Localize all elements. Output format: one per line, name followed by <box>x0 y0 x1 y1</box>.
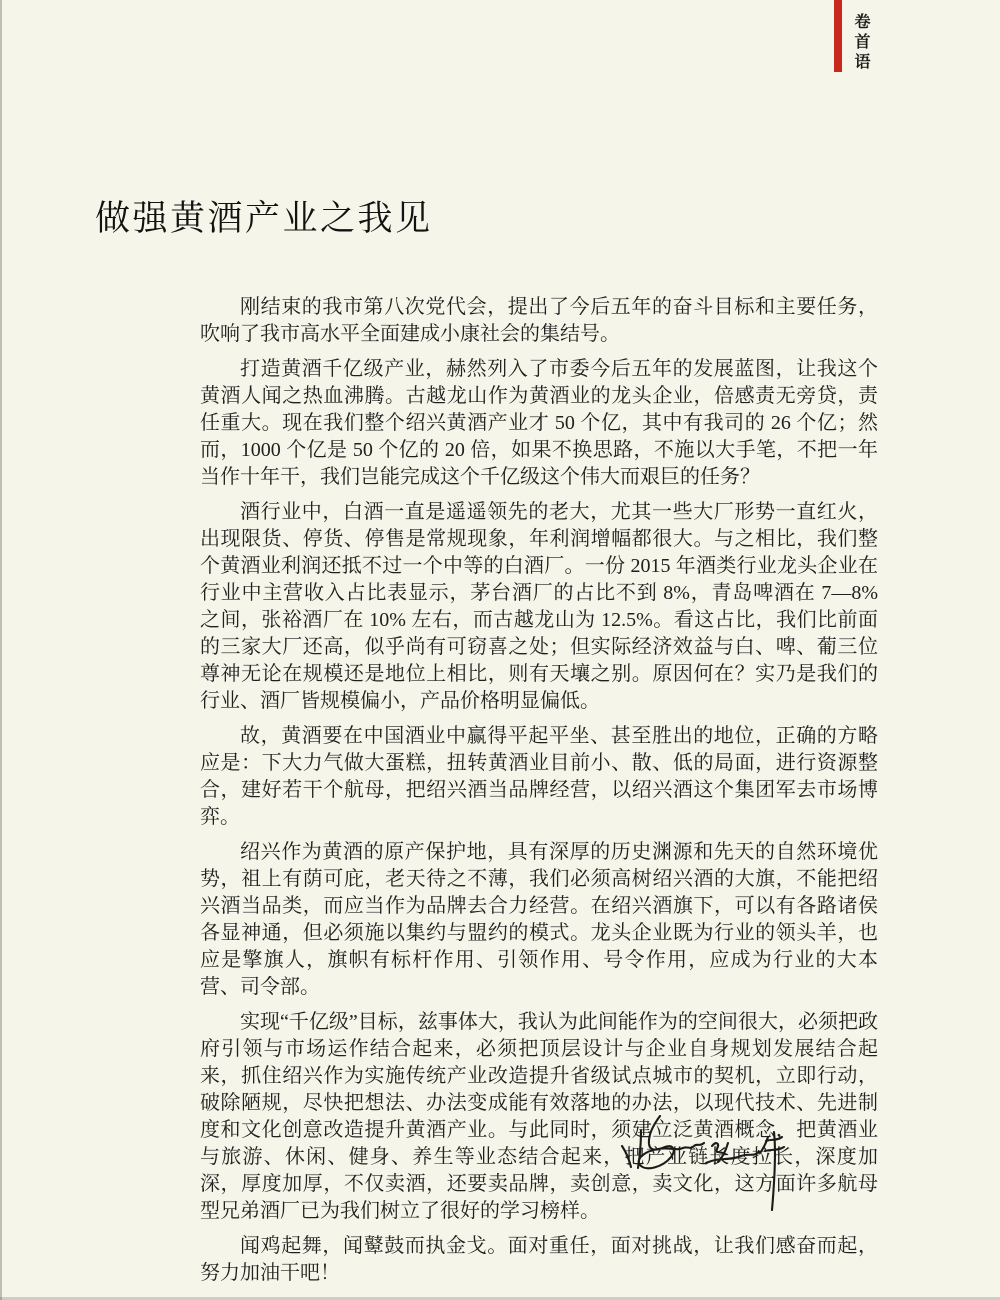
page-edge-left <box>0 0 2 1300</box>
handwritten-signature <box>608 1110 808 1225</box>
paragraph: 打造黄酒千亿级产业，赫然列入了市委今后五年的发展蓝图，让我这个黄酒人闻之热血沸腾。古越龙山作为黄酒业的龙头企业，倍感责无旁贷，责任重大。现在我们整个绍兴黄酒产业才 50 个亿，其中有我司的 26 个亿；然而，1000 个亿是 50 个亿的 20 倍，如果不换思路，不施以大手笔，不把一年当作十年干，我们岂能完成这个千亿级这个伟大而艰巨的任务？ <box>200 358 878 488</box>
paragraph: 绍兴作为黄酒的原产保护地，具有深厚的历史渊源和先天的自然环境优势，祖上有荫可庇，老天待之不薄，我们必须高树绍兴酒的大旗，不能把绍兴酒当品类，而应当作为品牌去合力经营。在绍兴酒旗下，可以有各路诸侯各显神通，但必须施以集约与盟约的模式。龙头企业既为行业的领头羊，也应是擎旗人，旗帜有标杆作用、引领作用、号令作用，应成为行业的大本营、司令部。 <box>200 841 878 998</box>
section-label: 卷首语 <box>852 13 869 73</box>
signature-strokes <box>608 1110 808 1225</box>
article-title: 做强黄酒产业之我见 <box>95 199 433 239</box>
paragraph: 闻鸡起舞，闻鼙鼓而执金戈。面对重任，面对挑战，让我们感奋而起，努力加油干吧！ <box>200 1235 878 1284</box>
paragraph: 故，黄酒要在中国酒业中赢得平起平坐、甚至胜出的地位，正确的方略应是：下大力气做大蛋糕，扭转黄酒业目前小、散、低的局面，进行资源整合，建好若干个航母，把绍兴酒当品牌经营，以绍兴酒这个集团军去市场博弈。 <box>200 725 878 828</box>
paragraph: 酒行业中，白酒一直是遥遥领先的老大，尤其一些大厂形势一直红火，出现限货、停货、停售是常规现象，年利润增幅都很大。与之相比，我们整个黄酒业利润还抵不过一个中等的白酒厂。一份 2015 年酒类行业龙头企业在行业中主营收入占比表显示，茅台酒厂的占比不到 8%，青岛啤酒在 7—8% 之间，张裕酒厂在 10% 左右，而古越龙山为 12.5%。看这占比，我们比前面的三家大厂还高，似乎尚有可窃喜之处；但实际经济效益与白、啤、葡三位尊神无论在规模还是地位上相比，则有天壤之别。原因何在？实乃是我们的行业、酒厂皆规模偏小，产品价格明显偏低。 <box>200 501 878 712</box>
section-corner-tag <box>834 0 894 90</box>
red-bar-decoration <box>834 0 842 72</box>
paragraph: 刚结束的我市第八次党代会，提出了今后五年的奋斗目标和主要任务，吹响了我市高水平全面建成小康社会的集结号。 <box>200 296 878 345</box>
paragraph: 实现“千亿级”目标，兹事体大，我认为此间能作为的空间很大，必须把政府引领与市场运作结合起来，必须把顶层设计与企业自身规划发展结合起来，抓住绍兴作为实施传统产业改造提升省级试点城市的契机，立即行动，破除陋规，尽快把想法、办法变成能有效落地的办法，以现代技术、先进制度和文化创意改造提升黄酒产业。与此同时，须建立泛黄酒概念，把黄酒业与旅游、休闲、健身、养生等业态结合起来，把产业链长度拉长，深度加深，厚度加厚，不仅卖酒，还要卖品牌，卖创意，卖文化，这方面许多航母型兄弟酒厂已为我们树立了很好的学习榜样。 <box>200 1011 878 1222</box>
